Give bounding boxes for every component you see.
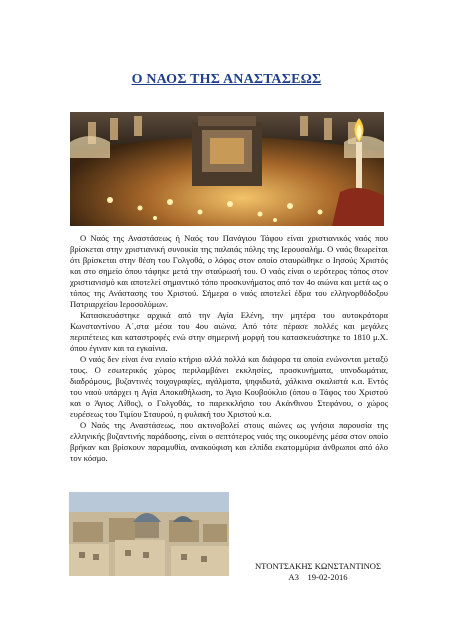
paragraph-1: Ο Ναός της Αναστάσεως ή Ναός του Πανάγιου Τάφου είναι χριστιανικός ναός που βρίσκεται στην χριστιανική συνοικία της παλαιάς πόλης της Ιερουσαλήμ. Ο ναός θεωρείται ότι βρίσκεται στην θέση του Γολγοθά, ο λόφος στον οποίο σταυρώθηκε ο Ιησούς Χριστός και στο σημείο όπου τάφηκε μετά την σταύρωσή του. Ο ναός είναι ο ιερότερος τόπος στον χριστιανισμό και αποτελεί σημαντικό τόπο προσκυνήματος από τον 4ο αιώνα και μετά ως ο τόπος της Ανάστασης του Χριστού. Σήμερα ο ναός αποτελεί έδρα του ελληνορθόδοξου Πατριαρχείου Ιεροσολύμων. <box>70 233 388 309</box>
church-interior-photo <box>70 112 384 226</box>
paragraph-4: Ο Ναός της Αναστάσεως, που ακτινοβολεί στους αιώνες ως γνήσια παρουσία της ελληνικής βυζαντινής παράδοσης, είναι ο σεπτότερος ναός της οικουμένης μέσα στον οποίο βρήκαν και βρίσκουν παραμυθία, ανακούφιση και ελπίδα εκατομμύρια άνθρωποι από όλο τον κόσμο. <box>70 420 388 463</box>
paragraph-3: Ο ναός δεν είναι ένα ενιαίο κτήριο αλλά πολλά και διάφορα τα οποία ενώνονται μεταξύ τους. Ο εσωτερικός χώρος περιλαμβάνει εκκλησίες, προσκυνήματα, υπνοδωμάτια, διαδρόμους, βυζαντινές τοιχογραφίες, αγάλματα, ψηφιδωτά, χάλκινα σκαλιστά κ.α. Εντός του ναού υπάρχει η Αγία Αποκαθήλωση, το Άγιο Κουβούκλιο (όπου ο Τάφος του Χριστού και ο Άγιος Λίθος), ο Γολγοθάς, το παρεκκλήσιο του Ακάνθινου Στεφάνου, ο χώρος ευρέσεως του Τιμίου Σταυρού, η φυλακή του Χριστού κ.α. <box>70 354 388 419</box>
signature-block <box>248 561 388 583</box>
class-and-date: Α3 19-02-2016 <box>288 572 348 582</box>
paragraph-2: Κατασκευάστηκε αρχικά από την Αγία Ελένη, την μητέρα του αυτοκράτορα Κωνσταντίνου Α΄,στα μέσα του 4ου αιώνα. Από τότε πέρασε πολλές και μεγάλες περιπέτειες και καταστροφές ενώ στην σημερινή μορφή του κατασκευάστηκε το 1810 μ.Χ. όπου έγιναν και τα εγκαίνια. <box>70 310 388 353</box>
page-title: Ο ΝΑΟΣ ΤΗΣ ΑΝΑΣΤΑΣΕΩΣ <box>131 72 322 87</box>
article-body <box>70 233 388 464</box>
jerusalem-city-photo <box>69 492 229 576</box>
author-name: ΝΤΟΝΤΣΑΚΗΣ ΚΩΝΣΤΑΝΤΙΝΟΣ <box>254 561 382 571</box>
